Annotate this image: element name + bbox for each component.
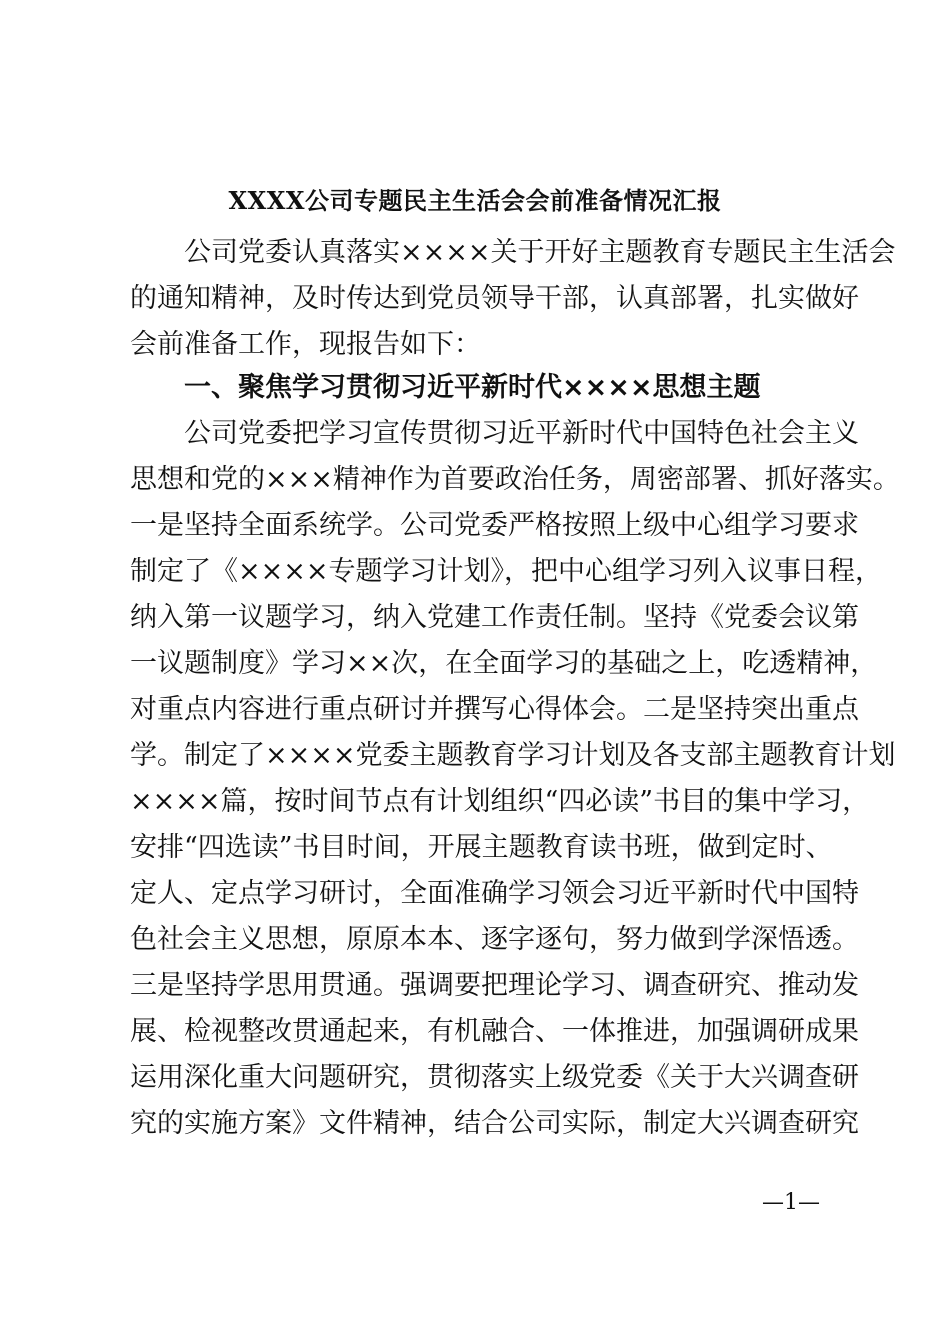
intro-line: 公司党委认真落实××××关于开好主题教育专题民主生活会 xyxy=(184,237,896,268)
paragraph-line: 一是坚持全面系统学。公司党委严格按照上级中心组学习要求 xyxy=(130,510,859,541)
intro-line: 会前准备工作，现报告如下： xyxy=(130,329,481,360)
document-title: XXXX公司专题民主生活会会前准备情况汇报 xyxy=(228,186,722,215)
paragraph-line: 对重点内容进行重点研讨并撰写心得体会。二是坚持突出重点 xyxy=(130,694,859,725)
section1-paragraph xyxy=(130,411,900,1147)
paragraph-line: 究的实施方案》文件精神，结合公司实际，制定大兴调查研究 xyxy=(130,1108,859,1139)
page-number: —1— xyxy=(762,1190,820,1215)
paragraph-line: 色社会主义思想，原原本本、逐字逐句，努力做到学深悟透。 xyxy=(130,924,859,955)
paragraph-line: 纳入第一议题学习，纳入党建工作责任制。坚持《党委会议第 xyxy=(130,602,859,633)
paragraph-line: ××××篇，按时间节点有计划组织“四必读”书目的集中学习， xyxy=(130,786,870,817)
section-heading: 一、聚焦学习贯彻习近平新时代××××思想主题 xyxy=(184,372,761,403)
paragraph-line: 定人、定点学习研讨，全面准确学习领会习近平新时代中国特 xyxy=(130,878,859,909)
paragraph-line: 三是坚持学思用贯通。强调要把理论学习、调查研究、推动发 xyxy=(130,970,859,1001)
paragraph-line: 一议题制度》学习××次，在全面学习的基础之上，吃透精神， xyxy=(130,648,878,679)
intro-line: 的通知精神，及时传达到党员领导干部，认真部署，扎实做好 xyxy=(130,283,859,314)
paragraph-line: 制定了《××××专题学习计划》，把中心组学习列入议事日程， xyxy=(130,556,882,587)
paragraph-line: 思想和党的×××精神作为首要政治任务，周密部署、抓好落实。 xyxy=(130,464,900,495)
paragraph-line: 学。制定了××××党委主题教育学习计划及各支部主题教育计划 xyxy=(130,740,896,771)
paragraph-line: 运用深化重大问题研究，贯彻落实上级党委《关于大兴调查研 xyxy=(130,1062,859,1093)
intro-paragraph xyxy=(130,230,896,368)
paragraph-line: 安排“四选读”书目时间，开展主题教育读书班，做到定时、 xyxy=(130,832,833,863)
paragraph-line: 公司党委把学习宣传贯彻习近平新时代中国特色社会主义 xyxy=(184,418,859,449)
paragraph-line: 展、检视整改贯通起来，有机融合、一体推进，加强调研成果 xyxy=(130,1016,859,1047)
